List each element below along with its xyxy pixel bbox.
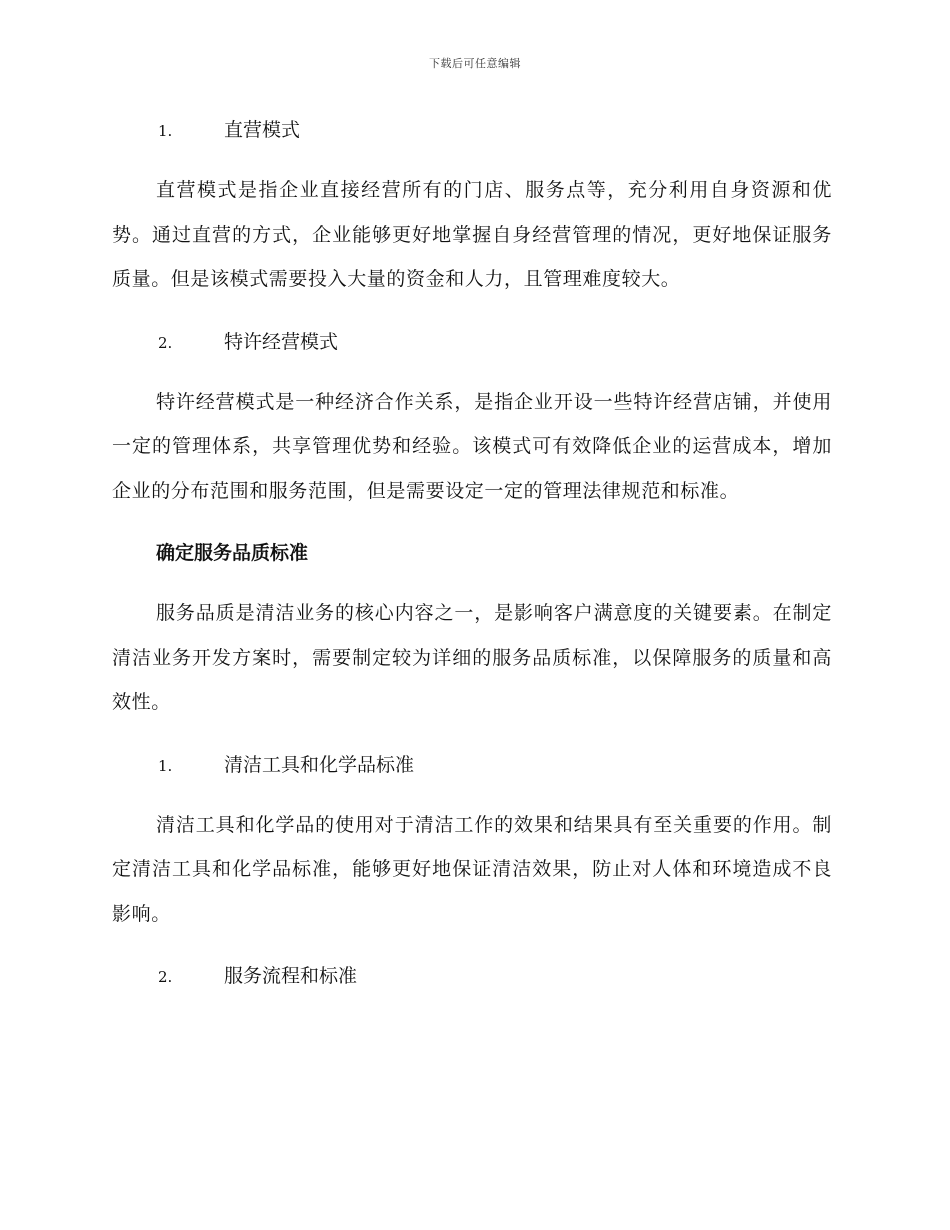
section-heading-quality-standards: 确定服务品质标准 [156,542,309,564]
list-number: 2. [158,333,173,352]
list-heading-franchise [158,322,832,362]
list-number: 2. [158,968,173,986]
list-number: 1. [158,122,173,140]
paragraph-direct-operation: 直营模式是指企业直接经营所有的门店、服务点等，充分利用自身资源和优势。通过直营的方式，企业能够更好地掌握自身经营管理的情况，更好地保证服务质量。但是该模式需要投入大量的资金和人力，且管理难度较大。 [112,179,832,290]
list-heading-direct-operation [158,110,832,150]
paragraph-quality-standards: 服务品质是清洁业务的核心内容之一，是影响客户满意度的关键要素。在制定清洁业务开发方案时，需要制定较为详细的服务品质标准，以保障服务的质量和高效性。 [112,602,832,713]
list-number: 1. [158,756,173,775]
list-title: 清洁工具和化学品标准 [224,753,415,776]
list-title: 直营模式 [224,119,301,141]
list-title: 服务流程和标准 [224,965,358,987]
paragraph-tools-chemicals: 清洁工具和化学品的使用对于清洁工作的效果和结果具有至关重要的作用。制定清洁工具和化学品标准，能够更好地保证清洁效果，防止对人体和环境造成不良影响。 [112,813,832,925]
list-heading-tools-chemicals [158,745,832,785]
paragraph-franchise: 特许经营模式是一种经济合作关系，是指企业开设一些特许经营店铺，并使用一定的管理体系，共享管理优势和经验。该模式可有效降低企业的运营成本，增加企业的分布范围和服务范围，但是需要设定一定的管理法律规范和标准。 [112,390,832,502]
list-heading-service-process [158,956,832,996]
document-content [112,110,832,996]
header-note: 下载后可任意编辑 [429,57,521,70]
list-title: 特许经营模式 [224,330,339,353]
